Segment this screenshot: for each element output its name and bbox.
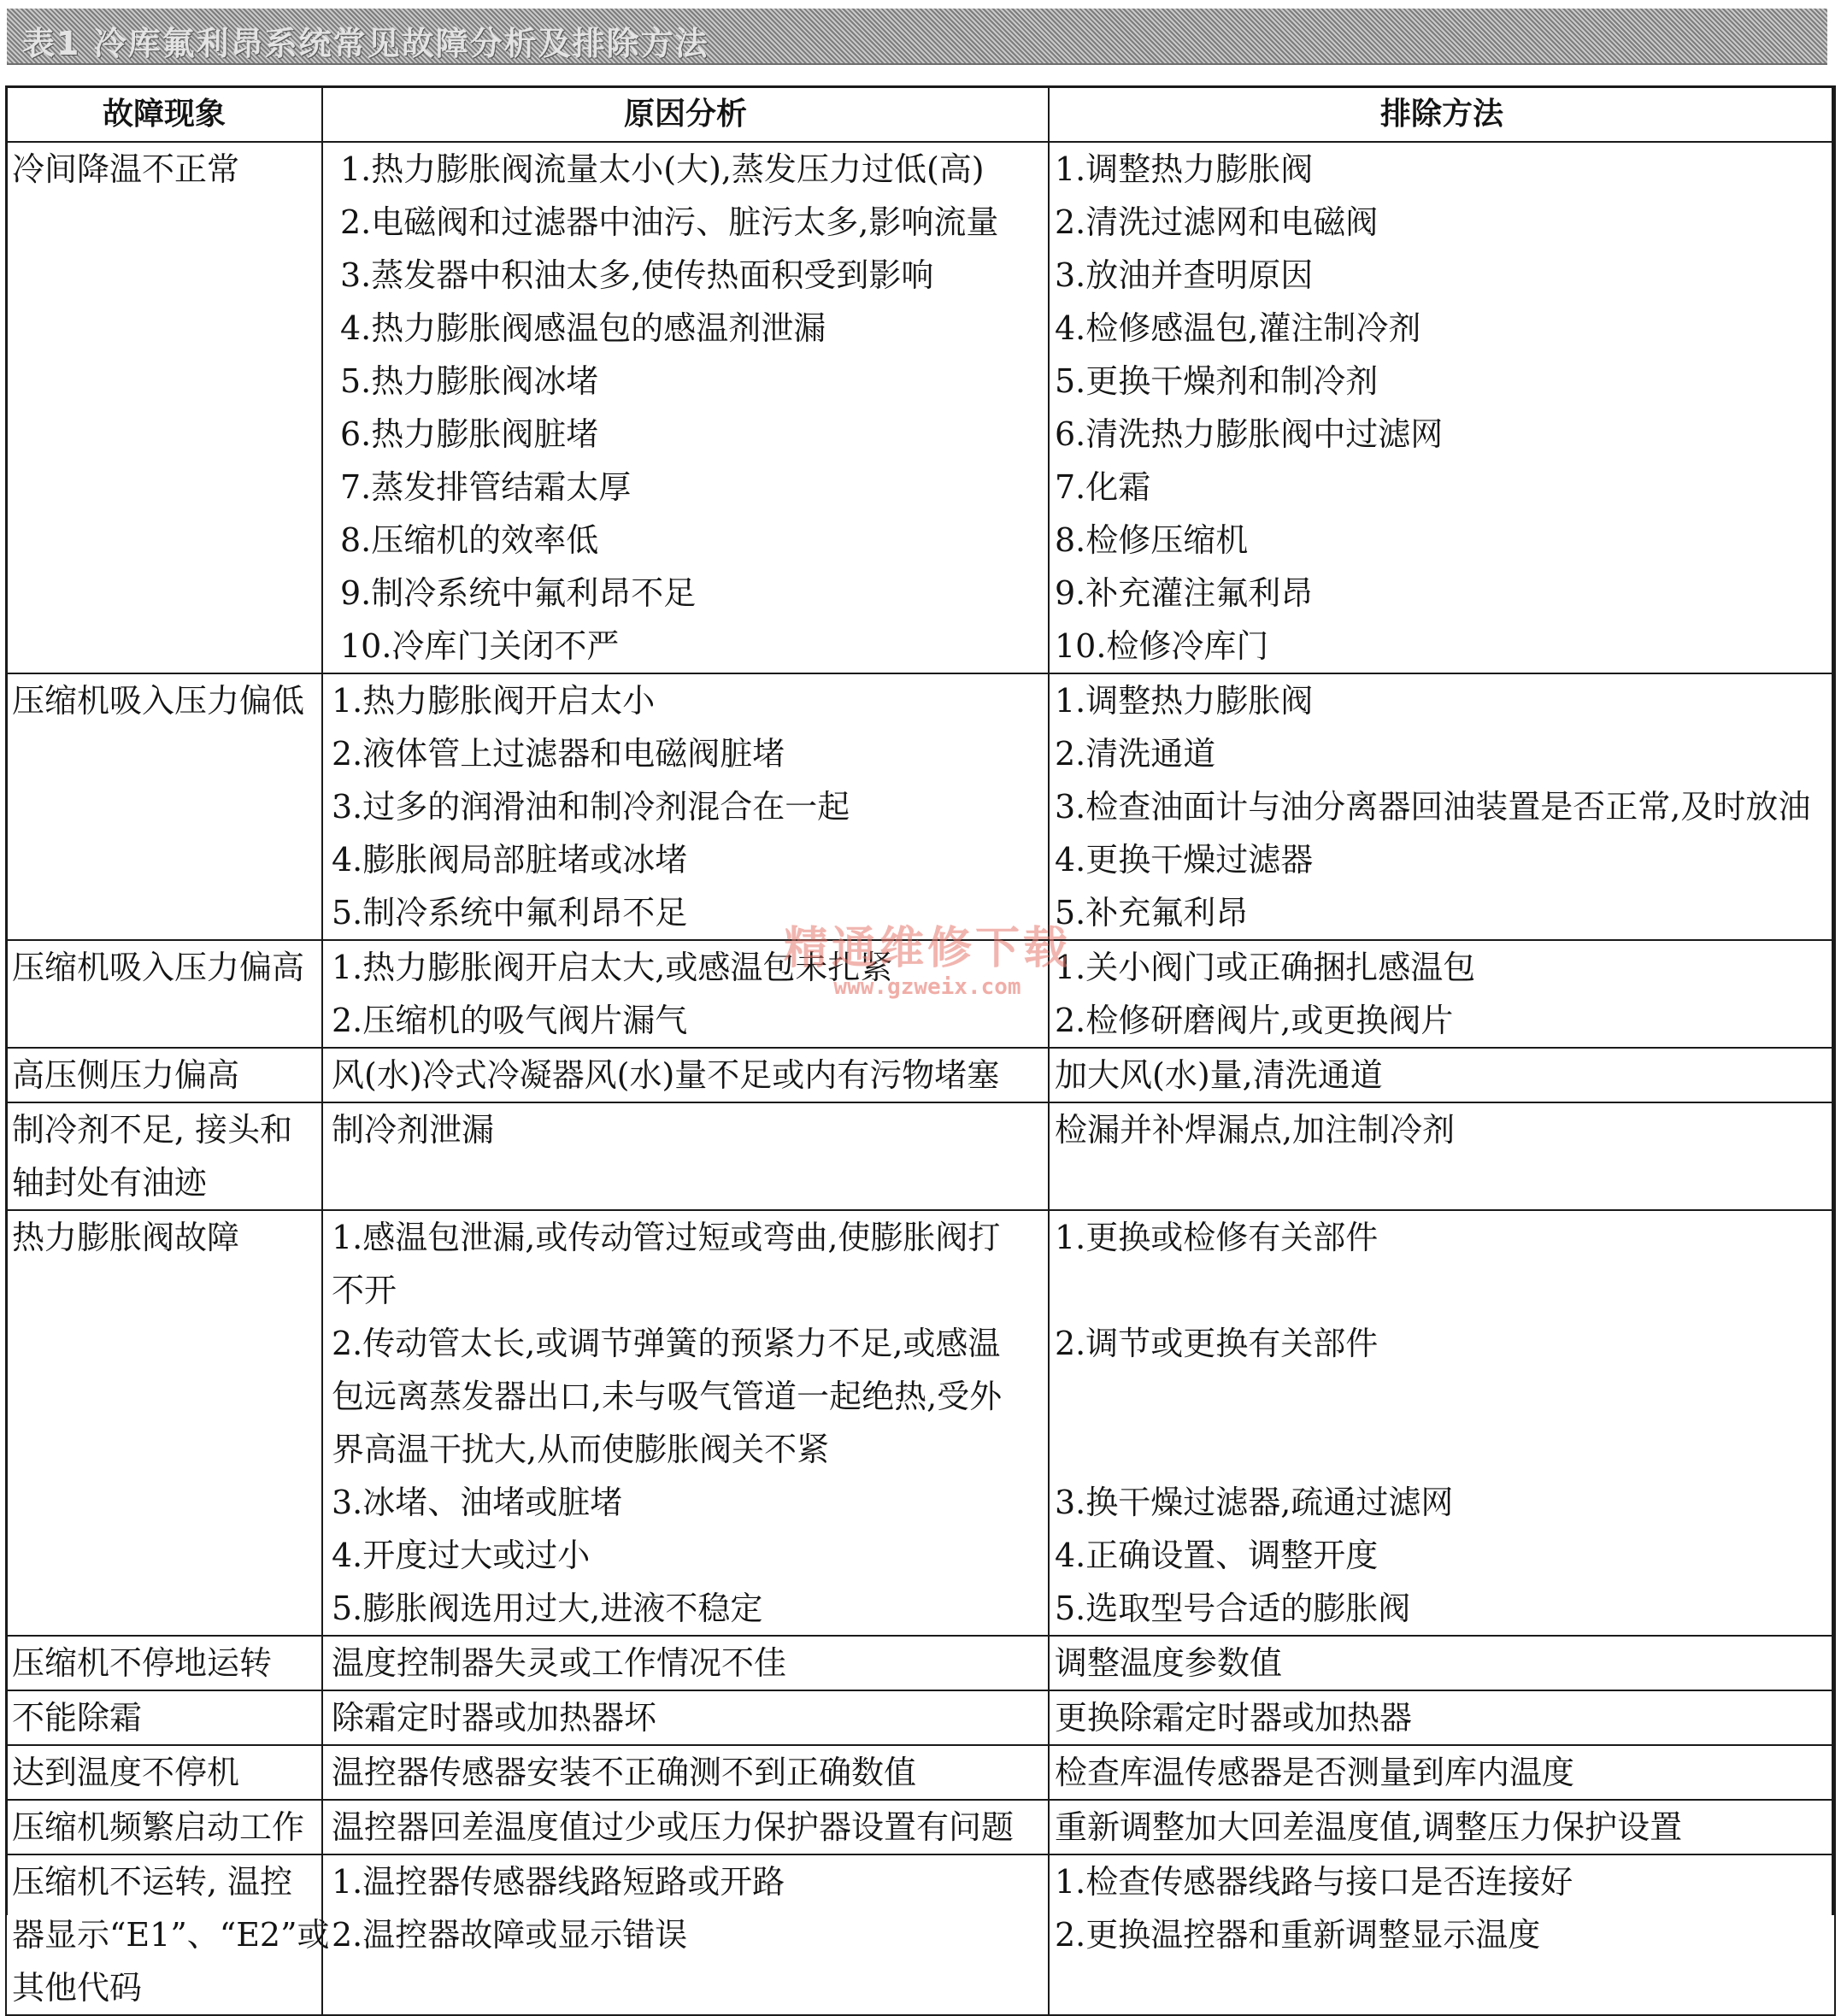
cause-cell — [322, 1854, 1049, 2015]
remedy-cell — [1049, 1102, 1835, 1210]
cause-cell — [322, 673, 1049, 940]
cause-cell — [322, 1745, 1049, 1800]
cause-text: 10.冷库门关闭不严 — [340, 627, 620, 665]
symptom-cell — [6, 1854, 330, 2015]
remedy-text: 1.更换或检修有关部件 — [1055, 1219, 1379, 1256]
cause-text: 2.传动管太长,或调节弹簧的预紧力不足,或感温 — [332, 1325, 1001, 1362]
table-row — [6, 1636, 1835, 1690]
remedy-text: 3.换干燥过滤器,疏通过滤网 — [1055, 1484, 1454, 1521]
remedy-cell — [1049, 1210, 1835, 1636]
remedy-text: 调整温度参数值 — [1055, 1644, 1283, 1682]
header-remedy: 排除方法 — [1049, 87, 1835, 143]
table-row — [6, 1745, 1835, 1800]
cause-text: 3.蒸发器中积油太多,使传热面积受到影响 — [340, 256, 934, 294]
cause-text: 5.膨胀阀选用过大,进液不稳定 — [332, 1590, 763, 1627]
remedy-text: 更换除霜定时器或加热器 — [1055, 1699, 1413, 1737]
remedy-cell — [1049, 1745, 1835, 1800]
remedy-text: 1.调整热力膨胀阀 — [1055, 682, 1314, 720]
symptom-text: 压缩机频繁启动工作 — [12, 1808, 305, 1846]
remedy-text: 检漏并补焊漏点,加注制冷剂 — [1055, 1111, 1456, 1149]
remedy-text: 加大风(水)量,清洗通道 — [1055, 1056, 1383, 1094]
remedy-text: 1.检查传感器线路与接口是否连接好 — [1055, 1863, 1573, 1901]
table-row — [6, 1048, 1835, 1102]
table-title-bar — [7, 9, 1827, 65]
cause-text: 1.热力膨胀阀开启太小 — [332, 682, 656, 720]
remedy-cell — [1049, 1636, 1835, 1690]
cause-text: 1.感温包泄漏,或传动管过短或弯曲,使膨胀阀打 — [332, 1219, 1001, 1256]
cause-text: 5.制冷系统中氟利昂不足 — [332, 894, 688, 932]
symptom-text: 压缩机吸入压力偏低 — [12, 682, 305, 720]
cause-text: 温控器回差温度值过少或压力保护器设置有问题 — [332, 1808, 1015, 1846]
cause-text: 包远离蒸发器出口,未与吸气管道一起绝热,受外 — [332, 1378, 1003, 1415]
cause-text: 温控器传感器安装不正确测不到正确数值 — [332, 1754, 917, 1791]
cause-text: 除霜定时器或加热器坏 — [332, 1699, 657, 1737]
remedy-text: 检查库温传感器是否测量到库内温度 — [1055, 1754, 1575, 1791]
remedy-text: 5.更换干燥剂和制冷剂 — [1055, 362, 1379, 400]
remedy-text: 1.关小阀门或正确捆扎感温包 — [1055, 949, 1476, 986]
cause-cell — [322, 940, 1049, 1048]
symptom-cell — [6, 1745, 322, 1800]
cause-text: 2.压缩机的吸气阀片漏气 — [332, 1002, 688, 1039]
table-title: 表1 冷库氟利昂系统常见故障分析及排除方法 — [22, 25, 709, 62]
remedy-text — [1055, 1370, 1829, 1423]
cause-text: 1.热力膨胀阀流量太小(大),蒸发压力过低(高) — [340, 150, 985, 188]
symptom-text: 不能除霜 — [12, 1699, 143, 1737]
remedy-text: 10.检修冷库门 — [1055, 627, 1269, 665]
cause-text — [328, 1961, 1043, 2014]
remedy-text: 7.化霜 — [1055, 468, 1151, 506]
cause-text: 4.膨胀阀局部脏堵或冰堵 — [332, 841, 688, 879]
remedy-cell — [1049, 940, 1835, 1048]
header-symptom: 故障现象 — [6, 87, 322, 143]
remedy-text: 5.补充氟利昂 — [1055, 894, 1249, 932]
remedy-cell — [1049, 1854, 1835, 2015]
remedy-text — [1055, 1961, 1829, 2014]
cause-cell — [322, 1102, 1049, 1210]
symptom-cell — [6, 1800, 322, 1854]
symptom-text: 热力膨胀阀故障 — [12, 1219, 240, 1256]
remedy-text — [1055, 1156, 1829, 1209]
symptom-cell — [6, 673, 322, 940]
table-row — [6, 1690, 1835, 1745]
remedy-text: 5.选取型号合适的膨胀阀 — [1055, 1590, 1411, 1627]
cause-cell — [322, 142, 1049, 673]
symptom-text: 器显示“E1”、“E2”或 — [12, 1916, 330, 1954]
remedy-text: 2.调节或更换有关部件 — [1055, 1325, 1379, 1362]
remedy-text: 1.调整热力膨胀阀 — [1055, 150, 1314, 188]
cause-text: 8.压缩机的效率低 — [340, 521, 599, 559]
table-row — [6, 940, 1835, 1048]
table-row — [6, 673, 1835, 940]
symptom-text: 压缩机吸入压力偏高 — [12, 949, 305, 986]
cause-text: 1.温控器传感器线路短路或开路 — [332, 1863, 785, 1901]
cause-text: 2.电磁阀和过滤器中油污、脏污太多,影响流量 — [340, 203, 999, 241]
cause-text: 4.热力膨胀阀感温包的感温剂泄漏 — [340, 309, 826, 347]
remedy-text: 4.检修感温包,灌注制冷剂 — [1055, 309, 1421, 347]
symptom-text: 轴封处有油迹 — [12, 1164, 208, 1202]
cause-text: 9.制冷系统中氟利昂不足 — [340, 574, 697, 612]
symptom-text: 高压侧压力偏高 — [12, 1056, 240, 1094]
cause-text: 6.热力膨胀阀脏堵 — [340, 415, 599, 453]
cause-text: 1.热力膨胀阀开启太大,或感温包未扎紧 — [332, 949, 893, 986]
remedy-cell — [1049, 142, 1835, 673]
cause-text: 3.过多的润滑油和制冷剂混合在一起 — [332, 788, 850, 826]
header-cause: 原因分析 — [322, 87, 1049, 143]
symptom-cell — [6, 142, 322, 673]
cause-cell — [322, 1800, 1049, 1854]
remedy-text — [1055, 1423, 1829, 1476]
remedy-text — [1055, 1264, 1829, 1317]
remedy-text: 4.正确设置、调整开度 — [1055, 1537, 1379, 1574]
remedy-text: 2.检修研磨阀片,或更换阀片 — [1055, 1002, 1454, 1039]
table-row — [6, 1854, 1835, 2015]
cause-text: 2.液体管上过滤器和电磁阀脏堵 — [332, 735, 785, 773]
watermark-url: www.gzweix.com — [833, 974, 1021, 1000]
remedy-cell — [1049, 1690, 1835, 1745]
symptom-text: 其他代码 — [12, 1969, 143, 2007]
remedy-text: 6.清洗热力膨胀阀中过滤网 — [1055, 415, 1444, 453]
remedy-text: 2.清洗过滤网和电磁阀 — [1055, 203, 1379, 241]
table-row — [6, 1210, 1835, 1636]
cause-text: 制冷剂泄漏 — [332, 1111, 495, 1149]
remedy-cell — [1049, 1048, 1835, 1102]
symptom-text: 压缩机不停地运转 — [12, 1644, 273, 1682]
table-row — [6, 142, 1835, 673]
cause-cell — [322, 1210, 1049, 1636]
remedy-text: 8.检修压缩机 — [1055, 521, 1249, 559]
cause-text: 风(水)冷式冷凝器风(水)量不足或内有污物堵塞 — [332, 1056, 1000, 1094]
symptom-cell — [6, 1690, 322, 1745]
remedy-text: 重新调整加大回差温度值,调整压力保护设置 — [1055, 1808, 1683, 1846]
remedy-text: 2.清洗通道 — [1055, 735, 1216, 773]
cause-cell — [322, 1690, 1049, 1745]
cause-text: 2.温控器故障或显示错误 — [332, 1916, 688, 1954]
cause-text: 3.冰堵、油堵或脏堵 — [332, 1484, 623, 1521]
symptom-cell — [6, 1210, 322, 1636]
cause-text: 不开 — [332, 1272, 397, 1309]
fault-table — [5, 85, 1836, 2016]
symptom-cell — [6, 940, 322, 1048]
cause-text: 5.热力膨胀阀冰堵 — [340, 362, 599, 400]
symptom-text: 达到温度不停机 — [12, 1754, 240, 1791]
remedy-cell — [1049, 1800, 1835, 1854]
watermark-text: 精通维修下载 — [783, 923, 1071, 974]
cause-text — [328, 1156, 1043, 1209]
table-row — [6, 1102, 1835, 1210]
cause-cell — [322, 1636, 1049, 1690]
remedy-text: 4.更换干燥过滤器 — [1055, 841, 1314, 879]
cause-text: 界高温干扰大,从而使膨胀阀关不紧 — [332, 1431, 830, 1468]
remedy-text: 2.更换温控器和重新调整显示温度 — [1055, 1916, 1541, 1954]
symptom-text: 压缩机不运转, 温控 — [12, 1863, 293, 1901]
symptom-cell — [6, 1636, 322, 1690]
table-row — [6, 1800, 1835, 1854]
cause-text: 温度控制器失灵或工作情况不佳 — [332, 1644, 787, 1682]
symptom-text: 冷间降温不正常 — [12, 150, 240, 188]
symptom-cell — [6, 1102, 322, 1210]
header-row — [6, 87, 1835, 143]
remedy-text: 9.补充灌注氟利昂 — [1055, 574, 1314, 612]
cause-text: 7.蒸发排管结霜太厚 — [340, 468, 632, 506]
cause-text: 4.开度过大或过小 — [332, 1537, 591, 1574]
remedy-cell — [1049, 673, 1835, 940]
remedy-text: 3.检查油面计与油分离器回油装置是否正常,及时放油 — [1055, 788, 1811, 826]
symptom-text: 制冷剂不足, 接头和 — [12, 1111, 293, 1149]
remedy-text: 3.放油并查明原因 — [1055, 256, 1314, 294]
symptom-cell — [6, 1048, 322, 1102]
cause-cell — [322, 1048, 1049, 1102]
